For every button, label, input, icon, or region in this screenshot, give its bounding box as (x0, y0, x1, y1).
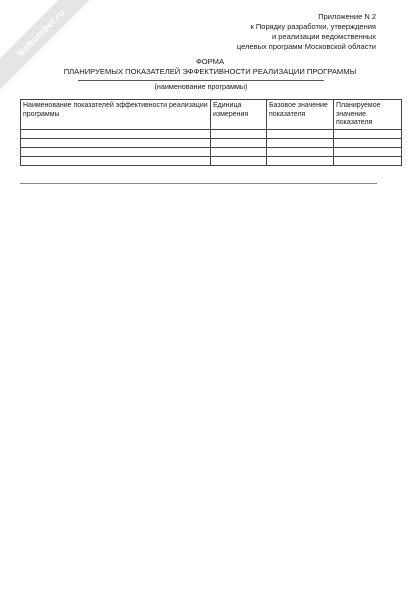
table-cell[interactable] (267, 156, 334, 165)
table-cell[interactable] (334, 156, 402, 165)
table-header-row (21, 100, 402, 130)
program-name-line (78, 80, 324, 81)
table-row (21, 156, 402, 165)
table-cell[interactable] (21, 129, 211, 138)
form-title: ФОРМА (195, 57, 225, 66)
indicators-table (20, 99, 402, 166)
form-subtitle: ПЛАНИРУЕМЫХ ПОКАЗАТЕЛЕЙ ЭФФЕКТИВНОСТИ РЕАЛИЗАЦИИ ПРОГРАММЫ (63, 67, 357, 76)
appendix-line: Приложение N 2 (318, 12, 376, 21)
table-cell[interactable] (267, 138, 334, 147)
appendix-note (237, 12, 376, 52)
appendix-line: и реализации ведомственных (271, 32, 376, 41)
table-row (21, 129, 402, 138)
table-cell[interactable] (334, 147, 402, 156)
table-cell[interactable] (21, 156, 211, 165)
watermark-text: NoNumber.ru (14, 6, 68, 60)
table-cell[interactable] (211, 147, 267, 156)
table-cell[interactable] (211, 129, 267, 138)
header-planned-value: Планируемое значение показателя (334, 100, 402, 130)
table-row (21, 138, 402, 147)
appendix-line: к Порядку разработки, утверждения (250, 22, 376, 31)
header-indicator-name: Наименование показателей эффективности реализации программы (21, 100, 211, 130)
table-cell[interactable] (21, 138, 211, 147)
table-cell[interactable] (267, 147, 334, 156)
table-cell[interactable] (211, 156, 267, 165)
program-name-caption: (наименование программы) (154, 82, 248, 91)
appendix-line: целевых программ Московской области (236, 42, 376, 51)
table-cell[interactable] (21, 147, 211, 156)
table-row (21, 147, 402, 156)
table-cell[interactable] (334, 129, 402, 138)
table-cell[interactable] (267, 129, 334, 138)
header-unit: Единица измерения (211, 100, 267, 130)
table-cell[interactable] (334, 138, 402, 147)
header-base-value: Базовое значение показателя (267, 100, 334, 130)
table-cell[interactable] (211, 138, 267, 147)
form-heading (0, 57, 420, 77)
footnote-divider (20, 183, 377, 184)
